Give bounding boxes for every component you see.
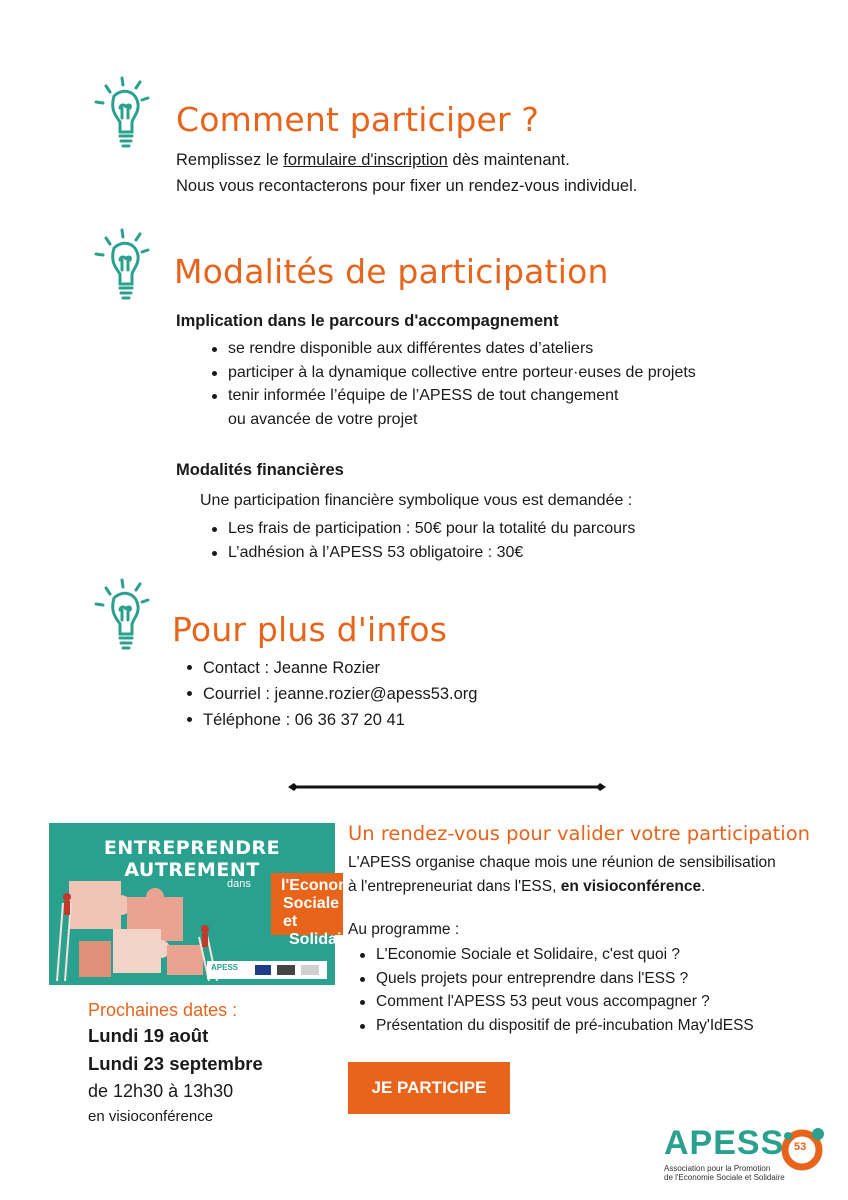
inscription-form-link[interactable]: formulaire d'inscription: [283, 151, 448, 169]
logo-wordmark: APESS: [664, 1124, 785, 1162]
apess-mini-logo: APESS: [211, 963, 239, 972]
date-1: Lundi 19 août: [88, 1025, 209, 1046]
banner-ess-box: l'Economie Sociale et Solidaire: [271, 873, 343, 935]
lightbulb-icon: [92, 76, 154, 156]
dates-time: de 12h30 à 13h30: [88, 1081, 234, 1101]
list-item: tenir informée l’équipe de l’APESS de tout changement: [204, 384, 696, 408]
eu-flag-icon: [255, 965, 271, 975]
lightbulb-icon: [92, 578, 154, 658]
divider: [288, 782, 606, 792]
lightbulb-icon: [92, 228, 154, 308]
banner-title: ENTREPRENDRE AUTREMENT: [103, 837, 281, 881]
section1-text: [176, 147, 637, 199]
partner-logo-icon: [301, 965, 319, 975]
list-item: Quels projets pour entreprendre dans l'ESS ?: [352, 967, 754, 991]
section-title-modalites: Modalités de participation: [174, 252, 609, 291]
implication-list: [204, 337, 696, 408]
list-item: Présentation du dispositif de pré-incubation May'IdESS: [352, 1014, 754, 1038]
section-title-participer: Comment participer ?: [176, 100, 540, 139]
list-item: Les frais de participation : 50€ pour la totalité du parcours: [204, 517, 635, 541]
list-item: Comment l'APESS 53 peut vous accompagner ?: [352, 990, 754, 1014]
section1-line1: Remplissez le formulaire d'inscription dès maintenant.: [176, 151, 570, 169]
dates-label: Prochaines dates :: [88, 1000, 238, 1020]
banner-dans: dans: [227, 878, 251, 890]
partner-logos-strip: [207, 961, 327, 979]
list-item: L'Economie Sociale et Solidaire, c'est quoi ?: [352, 943, 754, 967]
partner-logo-icon: [277, 965, 295, 975]
subtitle-financieres: Modalités financières: [176, 461, 344, 479]
contact-name: Contact : Jeanne Rozier: [179, 655, 477, 681]
list-item: L’adhésion à l’APESS 53 obligatoire : 30€: [204, 541, 635, 565]
rdv-text: L'APESS organise chaque mois une réunion de sensibilisation à l'entrepreneuriat dans l'ESS, en visioconférence.: [348, 851, 776, 899]
contact-phone[interactable]: Téléphone : 06 36 37 20 41: [179, 707, 477, 733]
program-label: Au programme :: [348, 921, 460, 938]
financial-intro: Une participation financière symbolique vous est demandée :: [200, 492, 633, 509]
program-list: [352, 943, 754, 1037]
list-item-continuation: ou avancée de votre projet: [228, 411, 418, 428]
contact-list: [179, 655, 477, 733]
financial-list: [204, 517, 635, 564]
logo-tagline: Association pour la Promotion de l'Economie Sociale et Solidaire: [664, 1164, 785, 1182]
entreprendre-autrement-banner: [49, 823, 366, 985]
section-title-infos: Pour plus d'infos: [172, 610, 448, 649]
je-participe-button[interactable]: JE PARTICIPE: [348, 1062, 510, 1114]
date-2: Lundi 23 septembre: [88, 1053, 263, 1074]
dates-mode: en visioconférence: [88, 1108, 214, 1125]
list-item: se rendre disponible aux différentes dates d’ateliers: [204, 337, 696, 361]
rdv-line2: à l'entrepreneuriat dans l'ESS, en visioconférence.: [348, 878, 706, 895]
apess53-logo: [664, 1124, 834, 1188]
subtitle-implication: Implication dans le parcours d'accompagnement: [176, 312, 559, 330]
contact-email[interactable]: Courriel : jeanne.rozier@apess53.org: [179, 681, 477, 707]
logo-number: 53: [794, 1141, 807, 1153]
list-item: participer à la dynamique collective entre porteur·euses de projets: [204, 361, 696, 385]
section1-line2: Nous vous recontacterons pour fixer un rendez-vous individuel.: [176, 177, 638, 195]
rdv-title: Un rendez-vous pour valider votre participation: [348, 822, 811, 845]
